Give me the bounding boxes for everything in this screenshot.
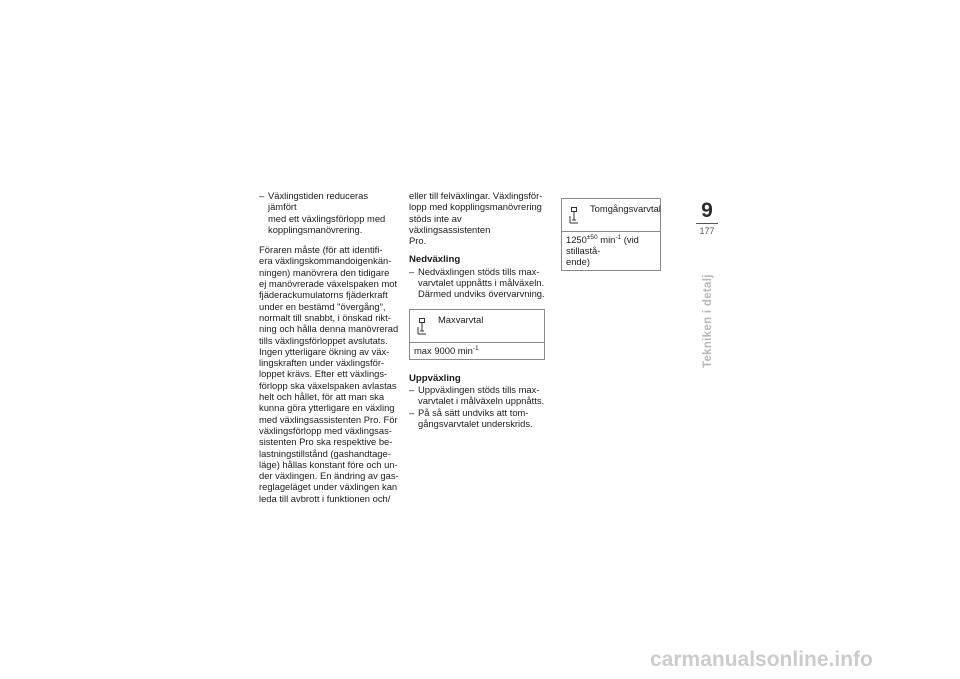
chapter-side-title: Tekniken i detalj bbox=[702, 274, 714, 368]
text-line: stöds inte av växlingsassistenten bbox=[409, 212, 491, 235]
idle-rpm-value: 1250 bbox=[566, 234, 587, 245]
spec-box-max-rpm bbox=[409, 309, 545, 360]
text-line: lastningstillstånd (gashandtage- bbox=[259, 447, 391, 459]
page-number: 177 bbox=[699, 226, 715, 236]
dash: – bbox=[259, 190, 265, 201]
text-line: Därmed undviks övervarvning. bbox=[418, 288, 545, 300]
text-line: lopp med kopplingsmanövrering bbox=[409, 201, 542, 213]
heading-downshift: Nedväxling bbox=[409, 254, 461, 266]
text-line: normalt till snabbt, i önskad rikt- bbox=[259, 311, 391, 323]
text-line: På så sätt undviks att tom- bbox=[418, 406, 529, 418]
text-line: Föraren måste (för att identifi- bbox=[259, 244, 383, 256]
text-line: ning och hålla denna manövrerad bbox=[259, 323, 399, 335]
text-line: under en bestämd "övergång", bbox=[259, 300, 386, 312]
idle-rpm-tolerance: ±50 bbox=[586, 234, 598, 241]
dash: – bbox=[409, 265, 415, 277]
column-3 bbox=[561, 198, 661, 271]
bullet-upshift-2 bbox=[409, 407, 545, 430]
text-line: lingskraften under växlingsför- bbox=[259, 357, 385, 369]
paragraph-continued bbox=[409, 190, 545, 246]
chapter-marker bbox=[696, 199, 718, 243]
paragraph-rider-operation bbox=[259, 244, 399, 504]
text-line: kunna göra ytterligare en växling bbox=[259, 402, 395, 414]
text-line: leda till avbrott i funktionen och/ bbox=[259, 492, 391, 504]
dash: – bbox=[409, 406, 415, 418]
text-line: ningen) manövrera den tidigare bbox=[259, 266, 390, 278]
idle-rpm-unit-exponent: -1 bbox=[615, 234, 622, 241]
text-line: reglageläget under växlingen kan bbox=[259, 481, 398, 493]
text-line: Växlingstiden reduceras jämfört bbox=[268, 190, 369, 213]
spec-value-exponent: -1 bbox=[472, 344, 479, 352]
dash: – bbox=[409, 383, 415, 395]
spec-value bbox=[410, 342, 544, 359]
spec-value-text: max 9000 min bbox=[414, 344, 473, 356]
text-line: med ett växlingsförlopp med bbox=[268, 212, 386, 224]
text-line: eller till felväxlingar. Växlingsför- bbox=[409, 190, 543, 201]
text-line: läge) hållas konstant före och un- bbox=[259, 458, 398, 470]
text-line: sistenten Pro ska respektive be- bbox=[259, 436, 393, 448]
idle-rpm-unit: min bbox=[597, 234, 616, 245]
text-line: varvtalet uppnåtts i målväxeln. bbox=[418, 277, 545, 289]
text-line: helt och hållet, för att man ska bbox=[259, 391, 385, 403]
text-line: kopplingsmanövrering. bbox=[268, 223, 363, 235]
tool-spec-icon bbox=[569, 207, 579, 225]
text-line: gångsvarvtalet underskrids. bbox=[418, 417, 533, 429]
text-line: Ingen ytterligare ökning av väx- bbox=[259, 345, 390, 357]
column-1 bbox=[259, 190, 399, 504]
spec-label: Tomgångsvarvtal bbox=[590, 203, 661, 214]
column-2 bbox=[409, 190, 545, 429]
heading-upshift: Uppväxling bbox=[409, 372, 461, 384]
text-line: Pro. bbox=[409, 235, 427, 247]
idle-rpm-note: (vid stillastå- bbox=[566, 234, 639, 256]
spec-label: Maxvarvtal bbox=[438, 313, 484, 325]
text-line: växlingsförlopp med växlingsas- bbox=[259, 424, 392, 436]
spec-box-idle-rpm bbox=[561, 198, 661, 271]
text-line: loppet krävs. Efter ett växlings- bbox=[259, 368, 388, 380]
idle-rpm-note-line2: ende) bbox=[566, 256, 590, 267]
bullet-downshift bbox=[409, 266, 545, 300]
spec-value bbox=[562, 231, 660, 270]
text-line: med växlingsassistenten Pro. För bbox=[259, 413, 398, 425]
text-line: tills växlingsförloppet avslutats. bbox=[259, 334, 388, 346]
chapter-number: 9 bbox=[696, 199, 718, 221]
text-line: varvtalet i målväxeln uppnåtts. bbox=[418, 395, 545, 407]
chapter-divider bbox=[696, 223, 718, 224]
text-line: era växlingskommandoigenkän- bbox=[259, 255, 392, 267]
tool-spec-icon bbox=[417, 318, 427, 336]
text-line: Uppväxlingen stöds tills max- bbox=[418, 383, 540, 395]
text-line: fjäderackumulatorns fjäderkraft bbox=[259, 289, 388, 301]
text-line: förlopp ska växelspaken avlastas bbox=[259, 379, 397, 391]
watermark: carmanualsonline.info bbox=[650, 648, 873, 671]
text-line: der växlingen. En ändring av gas- bbox=[259, 470, 399, 482]
bullet-shift-time bbox=[259, 190, 399, 235]
text-line: Nedväxlingen stöds tills max- bbox=[418, 265, 540, 277]
text-line: ej manövrerade växelspaken mot bbox=[259, 278, 398, 290]
bullet-upshift-1 bbox=[409, 384, 545, 407]
